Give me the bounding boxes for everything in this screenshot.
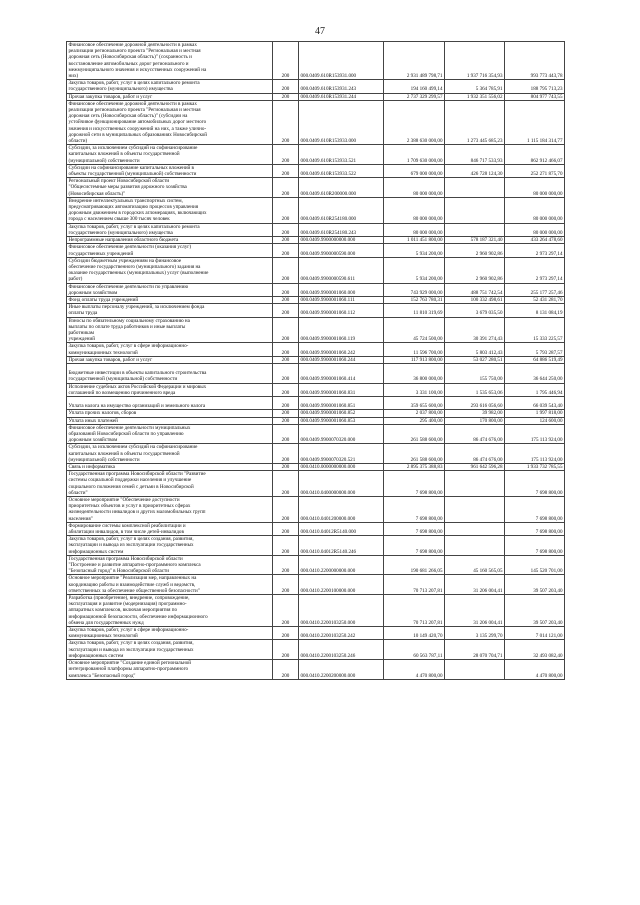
unexecuted-amount-cell: 175 113 924,00 bbox=[505, 424, 565, 444]
unexecuted-amount-cell: 188 795 713,23 bbox=[505, 80, 565, 93]
item-name-cell: Финансовое обеспечение дорожной деятельности в рамках реализации регионального проекта "Региональная и местная дорожная сеть (Новосибирская область)" (сохранность и восстановление автомобильных дорог регионального и межмуниципального значения и искусственных сооружений на них) bbox=[67, 42, 273, 80]
executed-amount-cell: 426 728 124,30 bbox=[445, 164, 505, 177]
table-row bbox=[67, 417, 565, 424]
classification-code-cell: 000.0409.9900000590.000 bbox=[299, 244, 384, 257]
table-row bbox=[67, 93, 565, 100]
table-row bbox=[67, 223, 565, 236]
item-name-cell: Субсидии, за исключением субсидий на софинансирование капитальных вложений в объекты государственной (муниципальной) собственности bbox=[67, 444, 273, 464]
approved-amount-cell: 70 713 207,81 bbox=[384, 575, 445, 595]
unexecuted-amount-cell: 1 997 818,00 bbox=[505, 410, 565, 417]
table-row bbox=[67, 424, 565, 444]
approved-amount-cell: 7 698 800,00 bbox=[384, 497, 445, 523]
item-name-cell: Закупка товаров, работ, услуг в сфере информационно- коммуникационных технологий bbox=[67, 343, 273, 356]
executed-amount-cell: 39 982,00 bbox=[445, 410, 505, 417]
classification-code-cell: 000.0409.9900001060.112 bbox=[299, 304, 384, 317]
table-row bbox=[67, 410, 565, 417]
classification-code-cell: 000.0410.2200103250.242 bbox=[299, 627, 384, 640]
executed-amount-cell bbox=[445, 471, 505, 497]
unexecuted-amount-cell: 1 795 446,94 bbox=[505, 383, 565, 396]
executed-amount-cell: 1 932 351 556,02 bbox=[445, 93, 505, 100]
item-name-cell: Основное мероприятие "Реализация мер, направленных на координацию работы и взаимодействие служб и ведомств, ответственных за обеспечение общественной безопасности" bbox=[67, 575, 273, 595]
approved-amount-cell: 11 810 319,69 bbox=[384, 304, 445, 317]
approved-amount-cell: 45 724 500,00 bbox=[384, 317, 445, 343]
admin-code-cell: 200 bbox=[273, 522, 299, 535]
classification-code-cell: 000.0409.610R153933.522 bbox=[299, 164, 384, 177]
classification-code-cell: 000.0409.610R200000.000 bbox=[299, 178, 384, 198]
classification-code-cell: 000.0410.0401200000.000 bbox=[299, 497, 384, 523]
item-name-cell: Основное мероприятие "Обеспечение доступности приоритетных объектов и услуг в приоритетных сферах жизнедеятельности инвалидов и других маломобильных групп населения" bbox=[67, 497, 273, 523]
item-name-cell: Основное мероприятие "Создание единой региональной интегрированной платформы аппаратно-программного комплекса "Безопасный город" bbox=[67, 660, 273, 680]
approved-amount-cell: 194 160 499,14 bbox=[384, 80, 445, 93]
item-name-cell: Внедрение интеллектуальных транспортных систем, предусматривающих автоматизацию процессов управления дорожным движением в городских агломерациях, включающих города с населением свыше 300 тысяч человек bbox=[67, 197, 273, 223]
executed-amount-cell: 961 642 596,28 bbox=[445, 464, 505, 471]
executed-amount-cell: 30 391 274,43 bbox=[445, 317, 505, 343]
classification-code-cell: 000.0409.9900001060.414 bbox=[299, 363, 384, 383]
executed-amount-cell: 31 206 004,41 bbox=[445, 595, 505, 627]
table-row bbox=[67, 396, 565, 409]
approved-amount-cell: 2 388 630 000,00 bbox=[384, 100, 445, 144]
executed-amount-cell: 2 960 902,86 bbox=[445, 244, 505, 257]
classification-code-cell: 000.0410.04012R5140.000 bbox=[299, 522, 384, 535]
approved-amount-cell: 70 713 207,81 bbox=[384, 595, 445, 627]
unexecuted-amount-cell: 1 115 184 314,77 bbox=[505, 100, 565, 144]
admin-code-cell: 200 bbox=[273, 317, 299, 343]
classification-code-cell: 000.0409.9900001060.853 bbox=[299, 417, 384, 424]
executed-amount-cell: 3 679 035,50 bbox=[445, 304, 505, 317]
executed-amount-cell: 1 535 653,06 bbox=[445, 383, 505, 396]
admin-code-cell: 200 bbox=[273, 536, 299, 556]
executed-amount-cell: 2 960 902,86 bbox=[445, 257, 505, 283]
unexecuted-amount-cell: 80 000 000,00 bbox=[505, 178, 565, 198]
table-row bbox=[67, 640, 565, 660]
classification-code-cell: 000.0409.9900001060.111 bbox=[299, 296, 384, 303]
unexecuted-amount-cell: 124 600,00 bbox=[505, 417, 565, 424]
table-row bbox=[67, 296, 565, 303]
item-name-cell: Иные выплаты персоналу учреждений, за исключением фонда оплаты труда bbox=[67, 304, 273, 317]
unexecuted-amount-cell: 804 977 743,55 bbox=[505, 93, 565, 100]
unexecuted-amount-cell: 7 698 800,00 bbox=[505, 471, 565, 497]
table-row bbox=[67, 595, 565, 627]
unexecuted-amount-cell: 5 793 287,57 bbox=[505, 343, 565, 356]
unexecuted-amount-cell: 64 886 519,49 bbox=[505, 356, 565, 363]
executed-amount-cell bbox=[445, 223, 505, 236]
executed-amount-cell: 488 751 742,54 bbox=[445, 283, 505, 296]
approved-amount-cell: 190 681 266,05 bbox=[384, 555, 445, 575]
classification-code-cell: 000.0410.0400000000.000 bbox=[299, 471, 384, 497]
approved-amount-cell: 80 000 000,00 bbox=[384, 197, 445, 223]
approved-amount-cell: 36 800 000,00 bbox=[384, 363, 445, 383]
executed-amount-cell: 170 800,00 bbox=[445, 417, 505, 424]
executed-amount-cell: 293 616 056,60 bbox=[445, 396, 505, 409]
approved-amount-cell: 5 934 200,00 bbox=[384, 244, 445, 257]
classification-code-cell: 000.0410.04012R5140.246 bbox=[299, 536, 384, 556]
item-name-cell: Закупка товаров, работ, услуг в сфере информационно- коммуникационных технологий bbox=[67, 627, 273, 640]
executed-amount-cell: 1 273 445 685,23 bbox=[445, 100, 505, 144]
approved-amount-cell: 7 698 800,00 bbox=[384, 536, 445, 556]
table-row bbox=[67, 464, 565, 471]
classification-code-cell: 000.0409.610R153931.244 bbox=[299, 93, 384, 100]
unexecuted-amount-cell: 993 773 443,78 bbox=[505, 42, 565, 80]
executed-amount-cell bbox=[445, 536, 505, 556]
unexecuted-amount-cell: 7 698 800,00 bbox=[505, 536, 565, 556]
table-row bbox=[67, 283, 565, 296]
table-row bbox=[67, 343, 565, 356]
approved-amount-cell: 2 037 800,00 bbox=[384, 410, 445, 417]
item-name-cell: Прочая закупка товаров, работ и услуг bbox=[67, 356, 273, 363]
executed-amount-cell: 5 364 785,91 bbox=[445, 80, 505, 93]
classification-code-cell: 000.0409.610R153931.243 bbox=[299, 80, 384, 93]
unexecuted-amount-cell: 36 644 250,00 bbox=[505, 363, 565, 383]
admin-code-cell: 200 bbox=[273, 223, 299, 236]
table-row bbox=[67, 522, 565, 535]
admin-code-cell: 200 bbox=[273, 178, 299, 198]
executed-amount-cell bbox=[445, 497, 505, 523]
classification-code-cell: 000.0410.2200200000.000 bbox=[299, 660, 384, 680]
item-name-cell: Исполнение судебных актов Российской Федерации и мировых соглашений по возмещению причиненного вреда bbox=[67, 383, 273, 396]
classification-code-cell: 000.0409.9900001060.000 bbox=[299, 283, 384, 296]
unexecuted-amount-cell: 4 470 800,00 bbox=[505, 660, 565, 680]
executed-amount-cell: 846 717 533,93 bbox=[445, 145, 505, 165]
approved-amount-cell: 10 149 420,70 bbox=[384, 627, 445, 640]
executed-amount-cell: 45 160 565,05 bbox=[445, 555, 505, 575]
unexecuted-amount-cell: 8 131 084,19 bbox=[505, 304, 565, 317]
approved-amount-cell: 1 011 451 800,00 bbox=[384, 237, 445, 244]
admin-code-cell: 200 bbox=[273, 471, 299, 497]
approved-amount-cell: 7 698 800,00 bbox=[384, 471, 445, 497]
classification-code-cell: 000.0409.9900001060.831 bbox=[299, 383, 384, 396]
executed-amount-cell: 3 135 299,70 bbox=[445, 627, 505, 640]
table-row bbox=[67, 356, 565, 363]
approved-amount-cell: 152 763 780,31 bbox=[384, 296, 445, 303]
table-row bbox=[67, 257, 565, 283]
admin-code-cell: 200 bbox=[273, 444, 299, 464]
unexecuted-amount-cell: 80 000 000,00 bbox=[505, 223, 565, 236]
classification-code-cell: 000.0409.9900070320.000 bbox=[299, 424, 384, 444]
table-row bbox=[67, 317, 565, 343]
classification-code-cell: 000.0410.2200103250.246 bbox=[299, 640, 384, 660]
table-row bbox=[67, 100, 565, 144]
admin-code-cell: 200 bbox=[273, 197, 299, 223]
executed-amount-cell bbox=[445, 197, 505, 223]
admin-code-cell: 200 bbox=[273, 283, 299, 296]
executed-amount-cell: 1 937 716 354,93 bbox=[445, 42, 505, 80]
unexecuted-amount-cell: 433 264 478,60 bbox=[505, 237, 565, 244]
classification-code-cell: 000.0410.2200103250.000 bbox=[299, 595, 384, 627]
approved-amount-cell: 2 895 375 388,83 bbox=[384, 464, 445, 471]
admin-code-cell: 200 bbox=[273, 555, 299, 575]
unexecuted-amount-cell: 39 507 203,40 bbox=[505, 575, 565, 595]
admin-code-cell: 200 bbox=[273, 660, 299, 680]
table-row bbox=[67, 383, 565, 396]
approved-amount-cell: 743 929 000,00 bbox=[384, 283, 445, 296]
admin-code-cell: 200 bbox=[273, 145, 299, 165]
admin-code-cell: 200 bbox=[273, 383, 299, 396]
item-name-cell: Уплата иных платежей bbox=[67, 417, 273, 424]
table-row bbox=[67, 575, 565, 595]
page-number: 47 bbox=[315, 26, 325, 37]
item-name-cell: Субсидии, за исключением субсидий на софинансирование капитальных вложений в объекты государственной (муниципальной) собственности bbox=[67, 145, 273, 165]
executed-amount-cell: 578 187 321,40 bbox=[445, 237, 505, 244]
unexecuted-amount-cell: 80 000 000,00 bbox=[505, 197, 565, 223]
admin-code-cell: 200 bbox=[273, 42, 299, 80]
item-name-cell: Взносы по обязательному социальному страхованию на выплаты по оплате труда работников и иные выплаты работникам учреждений bbox=[67, 317, 273, 343]
executed-amount-cell bbox=[445, 178, 505, 198]
executed-amount-cell: 86 474 676,00 bbox=[445, 444, 505, 464]
classification-code-cell: 000.0409.9900001060.851 bbox=[299, 396, 384, 409]
item-name-cell: Уплата прочих налогов, сборов bbox=[67, 410, 273, 417]
item-name-cell: Закупка товаров, работ, услуг в целях создания, развития, эксплуатации и вывода из эксплуатации государственных информационных систем bbox=[67, 536, 273, 556]
table-row bbox=[67, 164, 565, 177]
item-name-cell: Закупка товаров, работ, услуг в целях капитального ремонта государственного (муниципального) имущества bbox=[67, 80, 273, 93]
unexecuted-amount-cell: 255 177 257,46 bbox=[505, 283, 565, 296]
unexecuted-amount-cell: 66 039 543,40 bbox=[505, 396, 565, 409]
classification-code-cell: 000.0409.610R254180.243 bbox=[299, 223, 384, 236]
unexecuted-amount-cell: 862 912 466,07 bbox=[505, 145, 565, 165]
table-row bbox=[67, 80, 565, 93]
executed-amount-cell: 31 206 004,41 bbox=[445, 575, 505, 595]
approved-amount-cell: 11 596 700,00 bbox=[384, 343, 445, 356]
table-row bbox=[67, 244, 565, 257]
admin-code-cell: 200 bbox=[273, 396, 299, 409]
classification-code-cell: 000.0410.2200100000.000 bbox=[299, 575, 384, 595]
approved-amount-cell: 4 470 800,00 bbox=[384, 660, 445, 680]
unexecuted-amount-cell: 39 507 203,40 bbox=[505, 595, 565, 627]
admin-code-cell: 200 bbox=[273, 497, 299, 523]
admin-code-cell: 200 bbox=[273, 627, 299, 640]
unexecuted-amount-cell: 32 493 082,40 bbox=[505, 640, 565, 660]
unexecuted-amount-cell: 15 333 225,57 bbox=[505, 317, 565, 343]
unexecuted-amount-cell: 52 431 281,70 bbox=[505, 296, 565, 303]
approved-amount-cell: 80 000 000,00 bbox=[384, 178, 445, 198]
item-name-cell: Региональный проект Новосибирской области "Общесистемные меры развития дорожного хозяйства (Новосибирская область)" bbox=[67, 178, 273, 198]
table-body bbox=[67, 42, 565, 680]
approved-amount-cell: 7 698 800,00 bbox=[384, 522, 445, 535]
approved-amount-cell: 359 655 600,00 bbox=[384, 396, 445, 409]
table-row bbox=[67, 304, 565, 317]
unexecuted-amount-cell: 7 014 121,00 bbox=[505, 627, 565, 640]
table-row bbox=[67, 444, 565, 464]
item-name-cell: Бюджетные инвестиции в объекты капитального строительства государственной (муниципальной) собственности bbox=[67, 363, 273, 383]
classification-code-cell: 000.0409.9900001060.244 bbox=[299, 356, 384, 363]
admin-code-cell: 200 bbox=[273, 356, 299, 363]
item-name-cell: Формирование системы комплексной реабилитации и абилитации инвалидов, в том числе детей-инвалидов bbox=[67, 522, 273, 535]
item-name-cell: Фонд оплаты труда учреждений bbox=[67, 296, 273, 303]
unexecuted-amount-cell: 1 933 732 785,55 bbox=[505, 464, 565, 471]
approved-amount-cell: 80 000 000,00 bbox=[384, 223, 445, 236]
item-name-cell: Закупка товаров, работ, услуг в целях создания, развития, эксплуатации и вывода из эксплуатации государственных информационных систем bbox=[67, 640, 273, 660]
admin-code-cell: 200 bbox=[273, 363, 299, 383]
classification-code-cell: 000.0409.610R153933.521 bbox=[299, 145, 384, 165]
classification-code-cell: 000.0409.9900001060.852 bbox=[299, 410, 384, 417]
item-name-cell: Прочая закупка товаров, работ и услуг bbox=[67, 93, 273, 100]
item-name-cell: Финансовое обеспечение деятельности муниципальных образований Новосибирской области по управлению дорожным хозяйством bbox=[67, 424, 273, 444]
unexecuted-amount-cell: 252 271 875,70 bbox=[505, 164, 565, 177]
table-row bbox=[67, 536, 565, 556]
executed-amount-cell bbox=[445, 660, 505, 680]
admin-code-cell: 200 bbox=[273, 640, 299, 660]
item-name-cell: Государственная программа Новосибирской области "Развитие системы социальной поддержки населения и улучшение социального положения семей с детьми в Новосибирской области" bbox=[67, 471, 273, 497]
admin-code-cell: 200 bbox=[273, 296, 299, 303]
admin-code-cell: 200 bbox=[273, 424, 299, 444]
unexecuted-amount-cell: 2 973 297,14 bbox=[505, 244, 565, 257]
table-row bbox=[67, 145, 565, 165]
approved-amount-cell: 2 931 489 798,71 bbox=[384, 42, 445, 80]
executed-amount-cell: 155 750,00 bbox=[445, 363, 505, 383]
unexecuted-amount-cell: 145 520 701,00 bbox=[505, 555, 565, 575]
item-name-cell: Субсидии бюджетным учреждениям на финансовое обеспечение государственного (муниципального) задания на оказание государственных (муниципальных) услуг (выполнение работ) bbox=[67, 257, 273, 283]
classification-code-cell: 000.0409.610R254180.000 bbox=[299, 197, 384, 223]
classification-code-cell: 000.0409.9900001060.119 bbox=[299, 317, 384, 343]
table-row bbox=[67, 555, 565, 575]
item-name-cell: Разработка (приобретение), внедрение, сопровождение, эксплуатация и развитие (модернизация) программно- аппаратных комплексов, включая мероприятия по информационной безопасности, обеспечение информационного обмена для государственных нужд bbox=[67, 595, 273, 627]
budget-execution-table bbox=[66, 41, 565, 680]
admin-code-cell: 200 bbox=[273, 304, 299, 317]
classification-code-cell: 000.0409.610R153933.000 bbox=[299, 100, 384, 144]
classification-code-cell: 000.0410.0000000000.000 bbox=[299, 464, 384, 471]
executed-amount-cell: 5 803 412,43 bbox=[445, 343, 505, 356]
table-row bbox=[67, 363, 565, 383]
table-row bbox=[67, 627, 565, 640]
unexecuted-amount-cell: 2 973 297,14 bbox=[505, 257, 565, 283]
item-name-cell: Государственная программа Новосибирской области "Построение и развитие аппаратно-программного комплекса "Безопасный город" в Новосибирской области bbox=[67, 555, 273, 575]
table-row bbox=[67, 178, 565, 198]
approved-amount-cell: 3 331 100,00 bbox=[384, 383, 445, 396]
admin-code-cell: 200 bbox=[273, 595, 299, 627]
table-row bbox=[67, 197, 565, 223]
admin-code-cell: 200 bbox=[273, 410, 299, 417]
admin-code-cell: 200 bbox=[273, 100, 299, 144]
approved-amount-cell: 117 913 800,00 bbox=[384, 356, 445, 363]
table-row bbox=[67, 237, 565, 244]
item-name-cell: Финансовое обеспечение деятельности по управлению дорожным хозяйством bbox=[67, 283, 273, 296]
item-name-cell: Закупка товаров, работ, услуг в целях капитального ремонта государственного (муниципального) имущества bbox=[67, 223, 273, 236]
approved-amount-cell: 679 000 000,00 bbox=[384, 164, 445, 177]
admin-code-cell: 200 bbox=[273, 80, 299, 93]
item-name-cell: Непрограммные направления областного бюджета bbox=[67, 237, 273, 244]
table-row bbox=[67, 42, 565, 80]
admin-code-cell: 200 bbox=[273, 417, 299, 424]
classification-code-cell: 000.0409.9900000000.000 bbox=[299, 237, 384, 244]
classification-code-cell: 000.0410.2200000000.000 bbox=[299, 555, 384, 575]
unexecuted-amount-cell: 175 113 924,00 bbox=[505, 444, 565, 464]
approved-amount-cell: 2 737 329 299,57 bbox=[384, 93, 445, 100]
table-row bbox=[67, 660, 565, 680]
admin-code-cell: 200 bbox=[273, 257, 299, 283]
admin-code-cell: 200 bbox=[273, 244, 299, 257]
admin-code-cell: 200 bbox=[273, 343, 299, 356]
approved-amount-cell: 295 400,00 bbox=[384, 417, 445, 424]
classification-code-cell: 000.0409.9900070320.521 bbox=[299, 444, 384, 464]
executed-amount-cell bbox=[445, 522, 505, 535]
item-name-cell: Уплата налога на имущество организаций и земельного налога bbox=[67, 396, 273, 409]
item-name-cell: Связь и информатика bbox=[67, 464, 273, 471]
table-row bbox=[67, 497, 565, 523]
executed-amount-cell: 86 474 676,00 bbox=[445, 424, 505, 444]
executed-amount-cell: 100 332 498,61 bbox=[445, 296, 505, 303]
admin-code-cell: 200 bbox=[273, 93, 299, 100]
item-name-cell: Финансовое обеспечение деятельности (оказания услуг) государственных учреждений bbox=[67, 244, 273, 257]
approved-amount-cell: 60 563 787,11 bbox=[384, 640, 445, 660]
executed-amount-cell: 53 027 280,51 bbox=[445, 356, 505, 363]
admin-code-cell: 200 bbox=[273, 237, 299, 244]
item-name-cell: Субсидии на софинансирование капитальных вложений в объекты государственной (муниципальной) собственности bbox=[67, 164, 273, 177]
executed-amount-cell: 28 070 704,71 bbox=[445, 640, 505, 660]
admin-code-cell: 200 bbox=[273, 464, 299, 471]
approved-amount-cell: 261 588 600,00 bbox=[384, 424, 445, 444]
admin-code-cell: 200 bbox=[273, 164, 299, 177]
admin-code-cell: 200 bbox=[273, 575, 299, 595]
approved-amount-cell: 261 588 600,00 bbox=[384, 444, 445, 464]
classification-code-cell: 000.0409.9900000590.611 bbox=[299, 257, 384, 283]
classification-code-cell: 000.0409.610R153931.000 bbox=[299, 42, 384, 80]
approved-amount-cell: 5 934 200,00 bbox=[384, 257, 445, 283]
item-name-cell: Финансовое обеспечение дорожной деятельности в рамках реализации регионального проекта "Региональная и местная дорожная сеть (Новосибирская область)" (субсидии на устойчивое функционирование автомобильных дорог местного значения и искусственных сооружений на них, а также улично- дорожной сети в муниципальных образованиях Новосибирской области) bbox=[67, 100, 273, 144]
unexecuted-amount-cell: 7 698 800,00 bbox=[505, 497, 565, 523]
classification-code-cell: 000.0409.9900001060.242 bbox=[299, 343, 384, 356]
table-row bbox=[67, 471, 565, 497]
unexecuted-amount-cell: 7 698 800,00 bbox=[505, 522, 565, 535]
approved-amount-cell: 1 709 630 000,00 bbox=[384, 145, 445, 165]
